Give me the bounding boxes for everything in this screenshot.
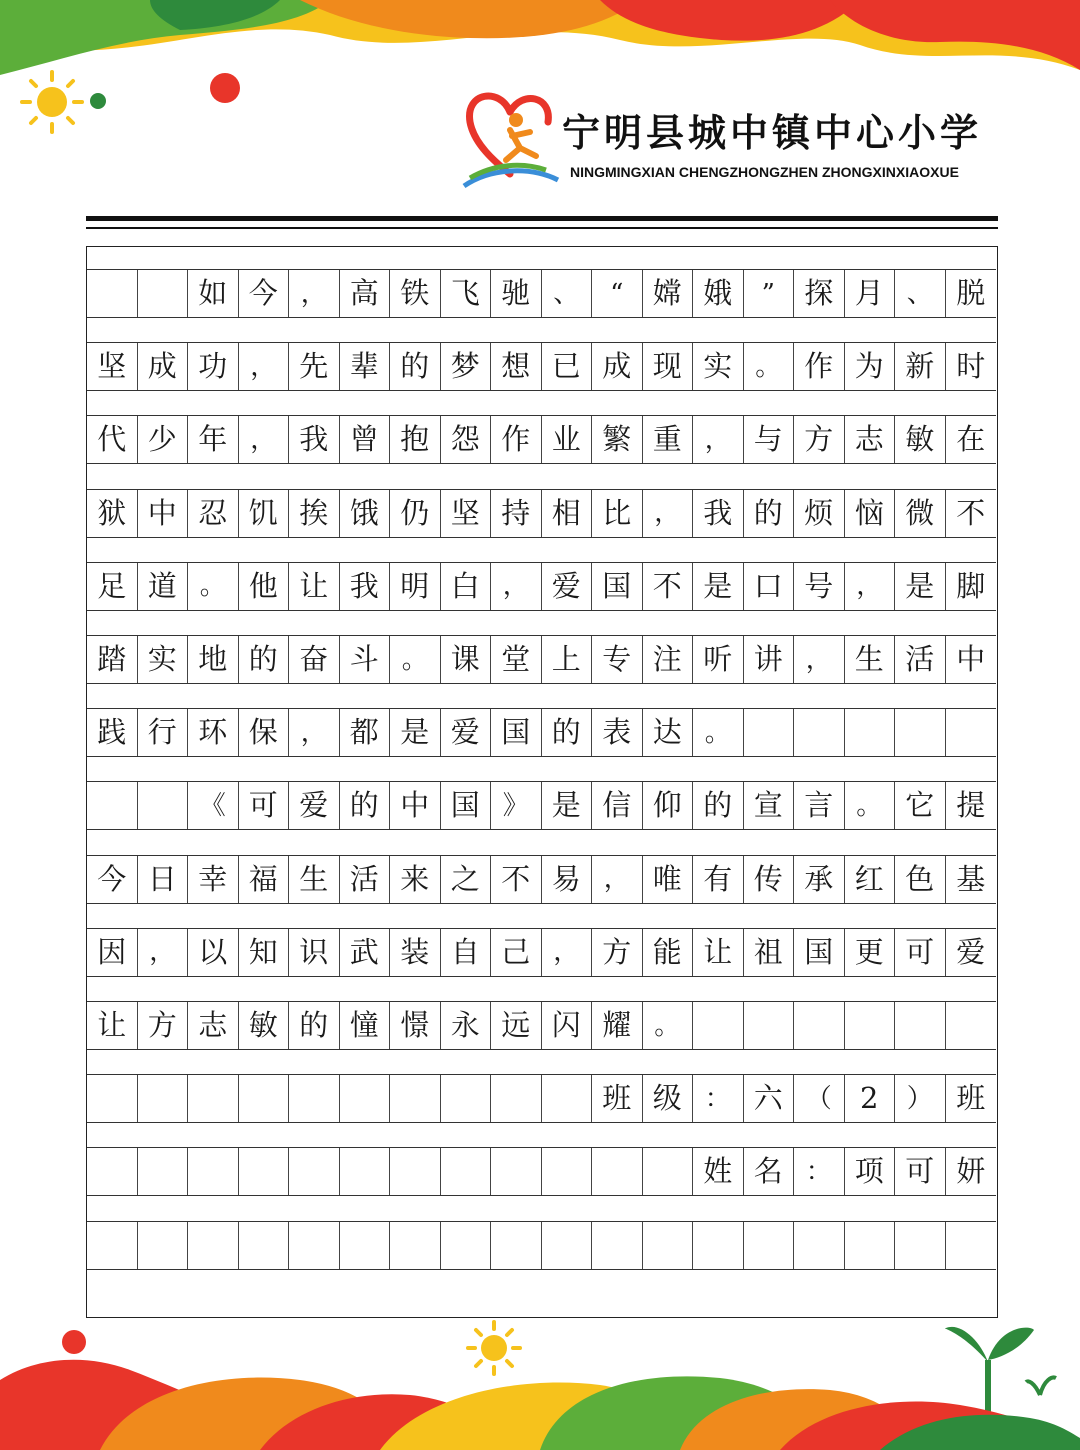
- grid-cell: 实: [693, 343, 744, 390]
- grid-cell: [542, 1148, 593, 1195]
- grid-cell: 永: [441, 1002, 492, 1049]
- grid-cell: 的: [289, 1002, 340, 1049]
- grid-cell: 基: [956, 861, 986, 896]
- grid-cell: 可: [895, 1148, 946, 1195]
- grid-cell: 注: [643, 636, 694, 683]
- grid-cell: 践: [87, 709, 138, 756]
- grid-cell: 。: [188, 563, 239, 610]
- grid-cell: 福: [239, 856, 290, 903]
- grid-cell: 活: [895, 636, 946, 683]
- grid-cell: [693, 1002, 744, 1049]
- grid-cell: [744, 1222, 795, 1269]
- grid-cell: 国: [592, 563, 643, 610]
- school-name: 宁明县城中镇中心小学: [562, 110, 983, 155]
- grid-cell: 班: [956, 1081, 986, 1116]
- grid-cell: 坚: [441, 490, 492, 537]
- grid-cell: 。: [693, 709, 744, 756]
- grid-cell: 号: [794, 563, 845, 610]
- grid-cell: 以: [188, 929, 239, 976]
- grid-cell: 在: [956, 422, 986, 457]
- grid-cell: [289, 1148, 340, 1195]
- grid-cell: [491, 1148, 542, 1195]
- grid-cell: 级: [643, 1075, 694, 1122]
- grid-cell: [794, 1002, 845, 1049]
- grid-cell: 不: [956, 495, 986, 530]
- grid-cell: 名: [744, 1148, 795, 1195]
- grid-cell: 能: [643, 929, 694, 976]
- grid-cell: [188, 1075, 239, 1122]
- grid-cell: ，: [289, 270, 340, 317]
- grid-cell: 识: [289, 929, 340, 976]
- grid-cell: 我: [693, 490, 744, 537]
- grid-cell: 来: [390, 856, 441, 903]
- grid-cell: [340, 1222, 391, 1269]
- grid-cell: 足: [87, 563, 138, 610]
- grid-cell: 日: [138, 856, 189, 903]
- grid-cell: （: [794, 1075, 845, 1122]
- grid-cell: [946, 1002, 997, 1049]
- grid-cell: 先: [289, 343, 340, 390]
- grid-cell: 他: [239, 563, 290, 610]
- grid-cell: 行: [138, 709, 189, 756]
- grid-cell: 国: [794, 929, 845, 976]
- grid-cell: [87, 782, 138, 829]
- grid-cell: 的: [693, 782, 744, 829]
- grid-cell: [744, 1002, 795, 1049]
- grid-cell: 明: [390, 563, 441, 610]
- grid-cell: [87, 1075, 138, 1122]
- grid-cell: 嫦: [643, 270, 694, 317]
- grid-row: [87, 269, 996, 318]
- grid-cell: 生: [845, 636, 896, 683]
- grid-cell: 让: [289, 563, 340, 610]
- grid-cell: 传: [744, 856, 795, 903]
- grid-cell: 代: [87, 416, 138, 463]
- grid-cell: [441, 1075, 492, 1122]
- grid-cell: 讲: [744, 636, 795, 683]
- grid-cell: 憬: [390, 1002, 441, 1049]
- grid-cell: [794, 1222, 845, 1269]
- grid-cell: 微: [895, 490, 946, 537]
- grid-cell: [239, 1222, 290, 1269]
- grid-cell: 保: [239, 709, 290, 756]
- grid-cell: 、: [542, 270, 593, 317]
- grid-cell: 知: [239, 929, 290, 976]
- grid-cell: 作: [794, 343, 845, 390]
- grid-cell: 爱: [441, 709, 492, 756]
- grid-cell: [946, 709, 997, 756]
- grid-cell: 探: [794, 270, 845, 317]
- grid-cell: ，: [239, 416, 290, 463]
- grid-cell: 新: [895, 343, 946, 390]
- grid-cell: [289, 1075, 340, 1122]
- writing-grid-paper: [86, 246, 998, 1318]
- grid-cell: 信: [592, 782, 643, 829]
- grid-cell: 是: [895, 563, 946, 610]
- grid-cell: 己: [491, 929, 542, 976]
- grid-cell: 如: [188, 270, 239, 317]
- grid-cell: 中: [956, 642, 986, 676]
- grid-cell: 是: [390, 709, 441, 756]
- grid-row: [87, 855, 996, 904]
- grid-cell: 娥: [693, 270, 744, 317]
- grid-cell: [239, 1148, 290, 1195]
- grid-cell: 时: [956, 349, 986, 384]
- grid-cell: [643, 1222, 694, 1269]
- grid-cell: [289, 1222, 340, 1269]
- grid-cell: 憧: [340, 1002, 391, 1049]
- grid-cell: “: [592, 270, 643, 317]
- grid-cell: ，: [239, 343, 290, 390]
- grid-cell: 让: [87, 1002, 138, 1049]
- grid-cell: 今: [87, 856, 138, 903]
- heart-runner-icon: [460, 82, 560, 192]
- grid-cell: 红: [845, 856, 896, 903]
- grid-cell: 的: [340, 782, 391, 829]
- grid-cell: [138, 1148, 189, 1195]
- grid-cell: 武: [340, 929, 391, 976]
- grid-cell: 少: [138, 416, 189, 463]
- sun-icon: [22, 72, 82, 132]
- grid-cell: 我: [340, 563, 391, 610]
- school-pinyin: NINGMINGXIAN CHENGZHONGZHEN ZHONGXINXIAOXUE: [570, 164, 959, 180]
- grid-row: [87, 1074, 996, 1123]
- grid-cell: 可: [895, 929, 946, 976]
- bottom-decoration: [0, 1300, 1080, 1450]
- grid-cell: 让: [693, 929, 744, 976]
- grid-cell: ，: [693, 416, 744, 463]
- grid-cell: ，: [289, 709, 340, 756]
- grid-cell: 踏: [87, 636, 138, 683]
- grid-cell: [239, 1075, 290, 1122]
- grid-cell: 脚: [956, 568, 986, 603]
- grid-cell: 仰: [643, 782, 694, 829]
- grid-cell: 重: [643, 416, 694, 463]
- grid-cell: 爱: [289, 782, 340, 829]
- grid-cell: 饿: [340, 490, 391, 537]
- grid-cell: 忍: [188, 490, 239, 537]
- grid-cell: [87, 1222, 138, 1269]
- grid-cell: 奋: [289, 636, 340, 683]
- grid-cell: ，: [643, 490, 694, 537]
- grid-cell: 妍: [956, 1154, 986, 1189]
- grid-cell: 方: [794, 416, 845, 463]
- grid-cell: ，: [845, 563, 896, 610]
- grid-cell: [87, 270, 138, 317]
- grid-cell: [138, 782, 189, 829]
- grid-cell: 与: [744, 416, 795, 463]
- grid-cell: 国: [491, 709, 542, 756]
- grid-cell: 敏: [895, 416, 946, 463]
- grid-cell: [592, 1148, 643, 1195]
- grid-cell: ，: [491, 563, 542, 610]
- grid-cell: 。: [744, 343, 795, 390]
- grid-cell: [441, 1148, 492, 1195]
- grid-cell: 月: [845, 270, 896, 317]
- grid-cell: 道: [138, 563, 189, 610]
- grid-cell: 不: [491, 856, 542, 903]
- grid-cell: [592, 1222, 643, 1269]
- grid-cell: 仍: [390, 490, 441, 537]
- grid-cell: 现: [643, 343, 694, 390]
- grid-cell: [794, 709, 845, 756]
- grid-cell: [643, 1148, 694, 1195]
- grid-cell: 班: [592, 1075, 643, 1122]
- grid-cell: 闪: [542, 1002, 593, 1049]
- grid-cell: 飞: [441, 270, 492, 317]
- grid-cell: 姓: [693, 1148, 744, 1195]
- grid-cell: 方: [138, 1002, 189, 1049]
- grid-cell: 它: [895, 782, 946, 829]
- grid-cell: 怨: [441, 416, 492, 463]
- grid-row: [87, 489, 996, 538]
- grid-cell: 作: [491, 416, 542, 463]
- grid-cell: 的: [390, 343, 441, 390]
- grid-cell: 今: [239, 270, 290, 317]
- grid-cell: 年: [188, 416, 239, 463]
- grid-cell: 辈: [340, 343, 391, 390]
- grid-cell: 敏: [239, 1002, 290, 1049]
- grid-cell: 脱: [956, 276, 986, 310]
- grid-cell: 生: [289, 856, 340, 903]
- grid-cell: 耀: [592, 1002, 643, 1049]
- grid-cell: 的: [744, 490, 795, 537]
- grid-cell: 祖: [744, 929, 795, 976]
- grid-cell: 爱: [542, 563, 593, 610]
- grid-cell: 堂: [491, 636, 542, 683]
- grid-cell: 提: [956, 788, 986, 823]
- grid-cell: 持: [491, 490, 542, 537]
- grid-cell: 中: [138, 490, 189, 537]
- grid-cell: 抱: [390, 416, 441, 463]
- grid-cell: [138, 1075, 189, 1122]
- grid-cell: 项: [845, 1148, 896, 1195]
- grid-row: [87, 928, 996, 977]
- grid-cell: 《: [188, 782, 239, 829]
- grid-cell: 成: [138, 343, 189, 390]
- grid-cell: 爱: [956, 934, 986, 969]
- grid-cell: [895, 1002, 946, 1049]
- grid-cell: 承: [794, 856, 845, 903]
- grid-cell: 》: [491, 782, 542, 829]
- grid-cell: 狱: [87, 490, 138, 537]
- grid-cell: 。: [643, 1002, 694, 1049]
- header-divider-thick: [86, 216, 998, 221]
- grid-cell: [693, 1222, 744, 1269]
- grid-cell: 听: [693, 636, 744, 683]
- grid-cell: [491, 1075, 542, 1122]
- grid-cell: 六: [744, 1075, 795, 1122]
- grid-cell: ，: [138, 929, 189, 976]
- grid-row: [87, 1221, 996, 1270]
- grid-cell: [390, 1075, 441, 1122]
- grid-row: [87, 342, 996, 391]
- grid-cell: 挨: [289, 490, 340, 537]
- grid-row: [87, 635, 996, 684]
- grid-cell: 想: [491, 343, 542, 390]
- grid-cell: 烦: [794, 490, 845, 537]
- grid-cell: 活: [340, 856, 391, 903]
- grid-cell: [845, 1222, 896, 1269]
- grid-cell: 。: [845, 782, 896, 829]
- grid-cell: [390, 1148, 441, 1195]
- grid-cell: 更: [845, 929, 896, 976]
- grid-cell: 繁: [592, 416, 643, 463]
- grid-cell: 幸: [188, 856, 239, 903]
- grid-cell: [542, 1075, 593, 1122]
- grid-cell: 地: [188, 636, 239, 683]
- sun-icon: [468, 1322, 520, 1374]
- grid-cell: [542, 1222, 593, 1269]
- grid-cell: [390, 1222, 441, 1269]
- grid-cell: [87, 1148, 138, 1195]
- grid-cell: 志: [188, 1002, 239, 1049]
- grid-cell: 为: [845, 343, 896, 390]
- grid-cell: [188, 1148, 239, 1195]
- grid-cell: 高: [340, 270, 391, 317]
- grid-cell: [441, 1222, 492, 1269]
- grid-cell: 梦: [441, 343, 492, 390]
- grid-cell: 色: [895, 856, 946, 903]
- grid-cell: 功: [188, 343, 239, 390]
- grid-cell: [138, 270, 189, 317]
- grid-cell: 之: [441, 856, 492, 903]
- grid-cell: 饥: [239, 490, 290, 537]
- grid-cell: ：: [794, 1148, 845, 1195]
- grid-cell: 达: [643, 709, 694, 756]
- grid-cell: 国: [441, 782, 492, 829]
- grid-cell: 远: [491, 1002, 542, 1049]
- grid-cell: 恼: [845, 490, 896, 537]
- grid-cell: 装: [390, 929, 441, 976]
- grid-cell: [845, 1002, 896, 1049]
- grid-cell: 可: [239, 782, 290, 829]
- grid-row: [87, 781, 996, 830]
- grid-cell: 易: [542, 856, 593, 903]
- grid-cell: 的: [239, 636, 290, 683]
- grid-cell: [895, 709, 946, 756]
- grid-cell: 上: [542, 636, 593, 683]
- grid-cell: ，: [794, 636, 845, 683]
- grid-cell: 白: [441, 563, 492, 610]
- grid-cell: [744, 709, 795, 756]
- grid-cell: ）: [895, 1075, 946, 1122]
- grid-cell: 表: [592, 709, 643, 756]
- grid-cell: 。: [390, 636, 441, 683]
- grid-cell: 成: [592, 343, 643, 390]
- grid-cell: 铁: [390, 270, 441, 317]
- grid-cell: 2: [845, 1075, 896, 1122]
- grid-cell: 已: [542, 343, 593, 390]
- grid-cell: 志: [845, 416, 896, 463]
- grid-cell: [340, 1075, 391, 1122]
- grid-cell: ：: [693, 1075, 744, 1122]
- grid-cell: ，: [592, 856, 643, 903]
- grid-cell: 相: [542, 490, 593, 537]
- grid-cell: ”: [744, 270, 795, 317]
- grid-cell: 我: [289, 416, 340, 463]
- grid-cell: 口: [744, 563, 795, 610]
- grid-cell: 中: [390, 782, 441, 829]
- grid-cell: 言: [794, 782, 845, 829]
- grid-cell: 是: [542, 782, 593, 829]
- grid-cell: 方: [592, 929, 643, 976]
- grid-cell: 专: [592, 636, 643, 683]
- grid-cell: [188, 1222, 239, 1269]
- grid-cell: 唯: [643, 856, 694, 903]
- grid-cell: 比: [592, 490, 643, 537]
- grid-cell: 因: [87, 929, 138, 976]
- grid-cell: [845, 709, 896, 756]
- grid-cell: 驰: [491, 270, 542, 317]
- grid-cell: 的: [542, 709, 593, 756]
- grid-cell: 环: [188, 709, 239, 756]
- grid-cell: 不: [643, 563, 694, 610]
- grid-cell: [491, 1222, 542, 1269]
- grid-cell: 、: [895, 270, 946, 317]
- grid-cell: 业: [542, 416, 593, 463]
- grid-row: [87, 415, 996, 464]
- grid-cell: 是: [693, 563, 744, 610]
- grid-cell: 课: [441, 636, 492, 683]
- grid-cell: 自: [441, 929, 492, 976]
- grid-cell: [138, 1222, 189, 1269]
- grid-row: [87, 708, 996, 757]
- grid-cell: [946, 1222, 997, 1269]
- grid-cell: [340, 1148, 391, 1195]
- grid-row: [87, 562, 996, 611]
- grid-cell: 曾: [340, 416, 391, 463]
- grid-cell: 坚: [87, 343, 138, 390]
- grid-cell: 有: [693, 856, 744, 903]
- grid-cell: 宣: [744, 782, 795, 829]
- header-divider-thin: [86, 227, 998, 229]
- grid-cell: [895, 1222, 946, 1269]
- grid-row: [87, 1147, 996, 1196]
- grid-cell: 都: [340, 709, 391, 756]
- grid-cell: ，: [542, 929, 593, 976]
- grid-cell: 斗: [340, 636, 391, 683]
- grid-row: [87, 1001, 996, 1050]
- grid-cell: 实: [138, 636, 189, 683]
